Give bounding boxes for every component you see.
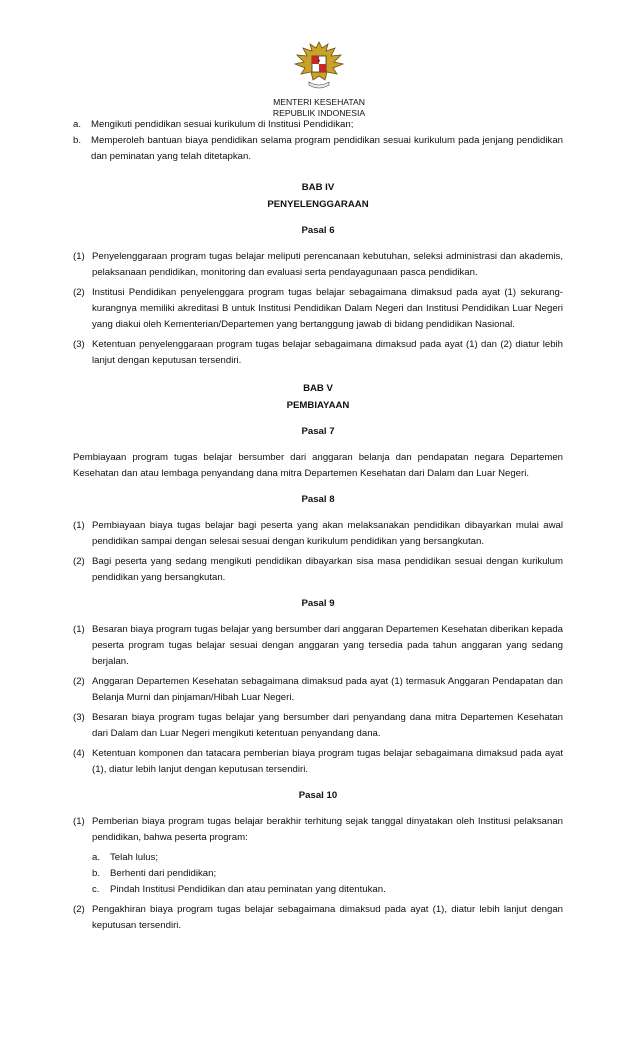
list-item: (3) Ketentuan penyelenggaraan program tugas belajar sebagaimana dimaksud pada ayat (1) dan (2) diatur lebih lanjut dengan keputusan tersendiri. bbox=[73, 339, 563, 366]
list-item: (1) Pembiayaan biaya tugas belajar bagi peserta yang akan melaksanakan pendidikan dibayarkan mulai awal pendidikan sampai dengan selesai sesuai dengan kurikulum pendidikan yang bersangkutan. bbox=[73, 520, 563, 547]
list-item: (1) Penyelenggaraan program tugas belajar meliputi perencanaan kebutuhan, seleksi administrasi dan akademis, pelaksanaan pendidikan, monitoring dan evaluasi serta pendayagunaan pasca pendidikan. bbox=[73, 251, 563, 278]
list-item: a. Mengikuti pendidikan sesuai kurikulum di Institusi Pendidikan; bbox=[73, 119, 354, 130]
chapter-subtitle: PENYELENGGARAAN bbox=[267, 199, 369, 210]
list-item: (2) Pengakhiran biaya program tugas belajar sebagaimana dimaksud pada ayat (1), diatur lebih lanjut dengan keputusan tersendiri. bbox=[73, 904, 563, 931]
chapter-title: BAB V bbox=[303, 383, 333, 394]
sub-list-item: c. Pindah Institusi Pendidikan dan atau peminatan yang ditentukan. bbox=[92, 884, 386, 895]
document-body bbox=[73, 117, 563, 934]
sub-list-item: b. Berhenti dari pendidikan; bbox=[92, 868, 217, 879]
list-item: (1) Besaran biaya program tugas belajar yang bersumber dari anggaran Departemen Kesehatan diberikan kepada peserta program tugas belajar sesuai dengan anggaran yang tersedia pada tahun anggaran yang sedang berjalan. bbox=[73, 624, 563, 667]
chapter-title: BAB IV bbox=[301, 182, 335, 193]
list-item: (2) Anggaran Departemen Kesehatan sebagaimana dimaksud pada ayat (1) termasuk Anggaran Pendapatan dan Belanja Murni dan pinjaman/Hibah Luar Negeri. bbox=[73, 676, 563, 703]
header-line-2: REPUBLIK INDONESIA bbox=[272, 108, 366, 118]
list-item: (3) Besaran biaya program tugas belajar yang bersumber dari penyandang dana mitra Departemen Kesehatan dari Dalam dan Luar Negeri mengikuti ketentuan penyandang dana. bbox=[73, 712, 563, 739]
article-heading: Pasal 9 bbox=[301, 598, 335, 609]
article-heading: Pasal 7 bbox=[301, 426, 335, 437]
list-item: (4) Ketentuan komponen dan tatacara pemberian biaya program tugas belajar sebagaimana dimaksud pada ayat (1), diatur lebih lanjut dengan keputusan tersendiri. bbox=[73, 748, 563, 775]
article-heading: Pasal 10 bbox=[298, 790, 338, 801]
list-item: (2) Institusi Pendidikan penyelenggara program tugas belajar sebagaimana dimaksud pada ayat (1) sekurang-kurangnya memiliki akreditasi B untuk Institusi Pendidikan Dalam Negeri dan Institusi Pendidikan Luar Negeri yang diakui oleh Kementerian/Departemen yang bertanggung jawab di bidang pendidikan Nasional. bbox=[73, 287, 563, 330]
article-heading: Pasal 6 bbox=[301, 225, 335, 236]
chapter-subtitle: PEMBIAYAAN bbox=[286, 400, 350, 411]
list-item: b. Memperoleh bantuan biaya pendidikan selama program pendidikan sesuai kurikulum pada jenjang pendidikan dan peminatan yang telah ditetapkan. bbox=[73, 135, 563, 162]
paragraph: Pembiayaan program tugas belajar bersumber dari anggaran belanja dan pendapatan negara Departemen Kesehatan dan atau lembaga penyandang dana mitra Departemen Kesehatan dari Dalam dan Luar Negeri. bbox=[73, 452, 563, 479]
list-item: (2) Bagi peserta yang sedang mengikuti pendidikan dibayarkan sisa masa pendidikan sesuai dengan kurikulum pendidikan yang bersangkutan. bbox=[73, 556, 563, 583]
header-line-1: MENTERI KESEHATAN bbox=[273, 97, 365, 107]
list-item: (1) Pemberian biaya program tugas belajar berakhir terhitung sejak tanggal dinyatakan oleh Institusi pelaksanan pendidikan, bahwa peserta program: bbox=[73, 816, 563, 843]
article-heading: Pasal 8 bbox=[301, 494, 335, 505]
garuda-emblem-icon bbox=[289, 36, 349, 96]
sub-list-item: a. Telah lulus; bbox=[92, 852, 158, 863]
